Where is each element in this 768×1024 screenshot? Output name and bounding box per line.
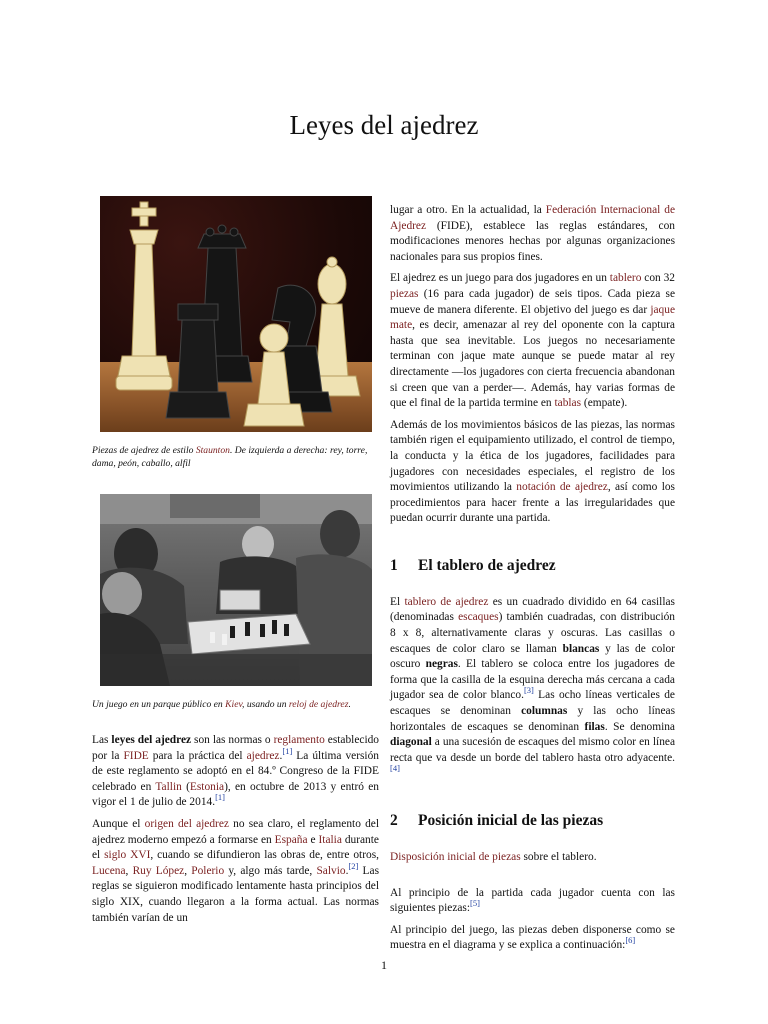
- section-2-paragraph-1: Al principio de la partida cada jugador cuenta con las siguientes piezas:[5]: [390, 886, 675, 915]
- link-ajedrez[interactable]: ajedrez: [246, 749, 280, 762]
- citation-link[interactable]: [6]: [625, 935, 636, 946]
- citation-link[interactable]: [2]: [348, 860, 359, 871]
- citation-link[interactable]: [5]: [470, 898, 480, 909]
- figure-chess-pieces: [92, 196, 372, 470]
- intro-paragraph-1: Las leyes del ajedrez son las normas o reglamento establecido por la FIDE para la práctica del ajedrez.[1] La última versión de este reglamento se adoptó en el 84.º Congreso de la FIDE celebrado en Tallin (Estonia), en octubre de 2013 y entró en vigor el 1 de julio de 2014.[1]: [92, 734, 379, 809]
- section-2-caption: Disposición inicial de piezas sobre el tablero.: [390, 851, 597, 863]
- link-lucena[interactable]: Lucena: [92, 864, 126, 877]
- link-siglo-xvi[interactable]: siglo XVI: [104, 849, 151, 862]
- link-staunton[interactable]: Staunton: [195, 445, 230, 456]
- page-title: Leyes del ajedrez: [289, 110, 479, 140]
- link-disposicion-inicial[interactable]: Disposición inicial de piezas: [390, 851, 521, 863]
- link-fide-full[interactable]: Federación Internacional de Ajedrez: [390, 204, 675, 232]
- park-game-photo: [100, 494, 372, 686]
- link-escaques[interactable]: escaques: [458, 611, 499, 624]
- link-tablero[interactable]: tablero: [609, 272, 642, 285]
- citation-link[interactable]: [4]: [390, 763, 400, 774]
- citation-link[interactable]: [1]: [282, 745, 293, 756]
- link-fide[interactable]: FIDE: [123, 749, 149, 762]
- page-number: 1: [381, 958, 387, 972]
- link-italia[interactable]: Italia: [318, 833, 342, 846]
- figure-2-caption: Un juego en un parque público en Kiev, usando un reloj de ajedrez.: [92, 699, 351, 710]
- figure-1-caption: Piezas de ajedrez de estilo Staunton. De izquierda a derecha: rey, torre, dama, peón, caballo, alfil: [92, 445, 368, 469]
- link-kiev[interactable]: Kiev: [225, 699, 243, 710]
- intro-section: [92, 733, 379, 926]
- link-salvio[interactable]: Salvio: [316, 864, 346, 877]
- link-piezas[interactable]: piezas: [390, 287, 419, 300]
- citation-link[interactable]: [1]: [215, 792, 225, 803]
- link-tablero-de-ajedrez[interactable]: tablero de ajedrez: [404, 595, 489, 608]
- link-reglamento[interactable]: reglamento: [273, 734, 325, 746]
- link-ruy-lopez[interactable]: Ruy López: [132, 864, 185, 877]
- chess-pieces-photo: [100, 196, 372, 432]
- right-paragraph-2: El ajedrez es un juego para dos jugadores en un tablero con 32 piezas (16 para cada jugador) de seis tipos. Cada pieza se mueve de manera diferente. El objetivo del juego es dar jaque mate, es decir, amenazar al rey del oponente con la captura hasta que sea inevitable. Los juegos no necesariamente terminan con jaque mate aunque se puede matar al rey directamente —los jugadores con cierta frecuencia abandonan si creen que van a perder—. Además, hay varias formas de que el final de la partida termine en tablas (empate).: [390, 272, 675, 410]
- right-paragraph-1: lugar a otro. En la actualidad, la Federación Internacional de Ajedrez (FIDE), establece las reglas estándares, con modificaciones menores hechas por algunas organizaciones nacionales para sus propios fines.: [390, 204, 675, 263]
- link-jaque-mate[interactable]: jaque mate: [390, 303, 675, 332]
- section-heading-1: 1 El tablero de ajedrez: [390, 556, 556, 574]
- section-2-paragraph-2: Al principio del juego, las piezas deben disponerse como se muestra en el diagrama y se explica a continuación:[6]: [390, 923, 675, 952]
- link-tallin[interactable]: Tallin: [155, 780, 182, 793]
- link-reloj-de-ajedrez[interactable]: reloj de ajedrez: [288, 699, 349, 710]
- section-heading-2: 2 Posición inicial de las piezas: [390, 812, 604, 829]
- citation-link[interactable]: [3]: [523, 685, 534, 696]
- intro-paragraph-2: Aunque el origen del ajedrez no sea claro, el reglamento del ajedrez moderno empezó a formarse en España e Italia durante el siglo XVI, cuando se difundieron las obras de, entre otros, Lucena, Ruy López, Polerio y, algo más tarde, Salvio.[2] Las reglas se siguieron modificado lentamente hasta principios del siglo XIX, cuando llegaron a la forma actual. Las normas también varían de un: [92, 817, 380, 924]
- left-column: [92, 196, 379, 932]
- right-column: [390, 203, 675, 960]
- right-paragraph-3: Además de los movimientos básicos de las piezas, las normas también rigen el equipamiento utilizado, el control de tiempo, la conducta y la ética de los jugadores, facilidades para jugadores con necesidades especiales, el registro de los movimientos utilizando la notación de ajedrez, así como los procedimientos para hacer frente a las irregularidades que puedan ocurrir durante una partida.: [390, 418, 675, 525]
- link-estonia[interactable]: Estonia: [189, 780, 225, 793]
- link-origen-del-ajedrez[interactable]: origen del ajedrez: [144, 817, 229, 830]
- section-1-paragraph: El tablero de ajedrez es un cuadrado dividido en 64 casillas (denominadas escaques) también cuadradas, con distribución 8 x 8, alternativamente claras y oscuras. Las casillas o escaques de color claro se llaman blancas y las de color oscuro negras. El tablero se coloca entre los jugadores de forma que la casilla de la esquina derecha más cercana a cada jugador sea de color blanco.[3] Las ocho líneas verticales de escaques se denominan columnas y las ocho líneas horizontales de escaques se denominan filas. Se denomina diagonal a una sucesión de escaques del mismo color en línea recta que va desde un borde del tablero hasta otro adyacente.[4]: [390, 595, 675, 774]
- figure-park-game: [92, 494, 372, 711]
- link-tablas[interactable]: tablas: [554, 397, 582, 410]
- link-notacion-de-ajedrez[interactable]: notación de ajedrez: [516, 481, 608, 494]
- link-espana[interactable]: España: [274, 833, 308, 846]
- link-polerio[interactable]: Polerio: [191, 864, 225, 877]
